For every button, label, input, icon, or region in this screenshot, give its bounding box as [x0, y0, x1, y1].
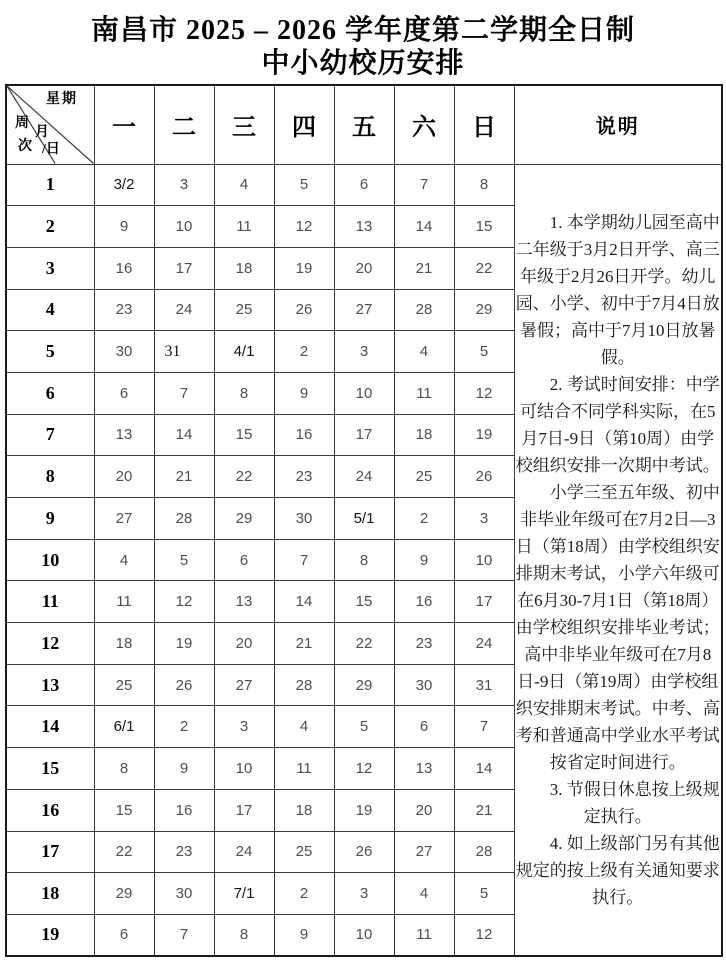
date-cell-week14-day4: 4: [274, 706, 334, 748]
date-cell-week5-day7: 5: [454, 331, 514, 373]
week-number-12: 12: [6, 623, 94, 665]
date-cell-week11-day1: 11: [94, 581, 154, 623]
date-cell-week18-day7: 5: [454, 873, 514, 915]
date-cell-week14-day1: 6/1: [94, 706, 154, 748]
date-cell-week12-day7: 24: [454, 623, 514, 665]
date-cell-week12-day4: 21: [274, 623, 334, 665]
date-cell-week11-day3: 13: [214, 581, 274, 623]
date-cell-week19-day3: 8: [214, 914, 274, 956]
date-cell-week11-day5: 15: [334, 581, 394, 623]
date-cell-week16-day2: 16: [154, 789, 214, 831]
date-cell-week11-day2: 12: [154, 581, 214, 623]
date-cell-week6-day7: 12: [454, 372, 514, 414]
date-cell-week2-day3: 11: [214, 206, 274, 248]
date-cell-week5-day3: 4/1: [214, 331, 274, 373]
date-cell-week14-day3: 3: [214, 706, 274, 748]
date-cell-week1-day6: 7: [394, 164, 454, 206]
day-header-4: 四: [274, 85, 334, 164]
week-number-8: 8: [6, 456, 94, 498]
notes-paragraph-5: 4. 如上级部门另有其他规定的按上级有关通知要求执行。: [515, 833, 720, 907]
date-cell-week7-day6: 18: [394, 414, 454, 456]
date-cell-week11-day7: 17: [454, 581, 514, 623]
date-cell-week12-day1: 18: [94, 623, 154, 665]
date-cell-week8-day2: 21: [154, 456, 214, 498]
date-cell-week6-day6: 11: [394, 372, 454, 414]
date-cell-week7-day7: 19: [454, 414, 514, 456]
date-cell-week11-day6: 16: [394, 581, 454, 623]
date-cell-week11-day4: 14: [274, 581, 334, 623]
date-cell-week9-day2: 28: [154, 498, 214, 540]
date-cell-week17-day2: 23: [154, 831, 214, 873]
week-number-9: 9: [6, 498, 94, 540]
date-cell-week1-day2: 3: [154, 164, 214, 206]
date-cell-week7-day3: 15: [214, 414, 274, 456]
notes-cell: [514, 164, 722, 956]
date-cell-week2-day5: 13: [334, 206, 394, 248]
date-cell-week8-day5: 24: [334, 456, 394, 498]
date-cell-week18-day6: 4: [394, 873, 454, 915]
week-number-3: 3: [6, 247, 94, 289]
page-title-line2: 中小幼校历安排: [261, 48, 465, 79]
date-cell-week10-day2: 5: [154, 539, 214, 581]
week-number-4: 4: [6, 289, 94, 331]
week-number-5: 5: [6, 331, 94, 373]
date-cell-week5-day4: 2: [274, 331, 334, 373]
date-cell-week1-day1: 3/2: [94, 164, 154, 206]
date-cell-week15-day5: 12: [334, 748, 394, 790]
date-cell-week13-day2: 26: [154, 664, 214, 706]
week-number-7: 7: [6, 414, 94, 456]
date-cell-week4-day1: 23: [94, 289, 154, 331]
date-cell-week9-day3: 29: [214, 498, 274, 540]
date-cell-week14-day6: 6: [394, 706, 454, 748]
date-cell-week6-day1: 6: [94, 372, 154, 414]
date-cell-week3-day7: 22: [454, 247, 514, 289]
date-cell-week6-day3: 8: [214, 372, 274, 414]
date-cell-week15-day6: 13: [394, 748, 454, 790]
date-cell-week18-day1: 29: [94, 873, 154, 915]
week-number-2: 2: [6, 206, 94, 248]
week-number-19: 19: [6, 914, 94, 956]
date-cell-week10-day3: 6: [214, 539, 274, 581]
date-cell-week16-day7: 21: [454, 789, 514, 831]
corner-label-week-bottom: 次: [18, 139, 32, 154]
date-cell-week6-day4: 9: [274, 372, 334, 414]
date-cell-week3-day2: 17: [154, 247, 214, 289]
date-cell-week14-day5: 5: [334, 706, 394, 748]
week-number-13: 13: [6, 664, 94, 706]
date-cell-week13-day6: 30: [394, 664, 454, 706]
date-cell-week3-day4: 19: [274, 247, 334, 289]
week-number-14: 14: [6, 706, 94, 748]
date-cell-week1-day7: 8: [454, 164, 514, 206]
date-cell-week13-day3: 27: [214, 664, 274, 706]
date-cell-week14-day2: 2: [154, 706, 214, 748]
date-cell-week3-day6: 21: [394, 247, 454, 289]
date-cell-week12-day6: 23: [394, 623, 454, 665]
date-cell-week4-day5: 27: [334, 289, 394, 331]
date-cell-week13-day7: 31: [454, 664, 514, 706]
week-number-15: 15: [6, 748, 94, 790]
date-cell-week2-day4: 12: [274, 206, 334, 248]
date-cell-week19-day6: 11: [394, 914, 454, 956]
notes-column-header: 说明: [514, 85, 722, 164]
week-number-1: 1: [6, 164, 94, 206]
date-cell-week6-day5: 10: [334, 372, 394, 414]
date-cell-week12-day5: 22: [334, 623, 394, 665]
date-cell-week5-day1: 30: [94, 331, 154, 373]
corner-label-month: 月: [35, 125, 49, 140]
date-cell-week16-day3: 17: [214, 789, 274, 831]
date-cell-week5-day2: 31: [154, 331, 214, 373]
date-cell-week9-day1: 27: [94, 498, 154, 540]
notes-paragraph-2: 2. 考试时间安排：中学可结合不同学科实际，在5月7日-9日（第10周）由学校组织安排一次期中考试。: [515, 374, 720, 475]
week-number-6: 6: [6, 372, 94, 414]
date-cell-week19-day7: 12: [454, 914, 514, 956]
date-cell-week14-day7: 7: [454, 706, 514, 748]
date-cell-week10-day7: 10: [454, 539, 514, 581]
date-cell-week5-day5: 3: [334, 331, 394, 373]
date-cell-week16-day5: 19: [334, 789, 394, 831]
date-cell-week5-day6: 4: [394, 331, 454, 373]
notes-paragraph-1: 1. 本学期幼儿园至高中二年级于3月2日开学、高三年级于2月26日开学。幼儿园、小学、初中于7月4日放暑假；高中于7月10日放暑假。: [515, 212, 720, 367]
date-cell-week3-day1: 16: [94, 247, 154, 289]
date-cell-week10-day4: 7: [274, 539, 334, 581]
date-cell-week6-day2: 7: [154, 372, 214, 414]
date-cell-week13-day4: 28: [274, 664, 334, 706]
date-cell-week17-day7: 28: [454, 831, 514, 873]
date-cell-week15-day2: 9: [154, 748, 214, 790]
table-header-row: [6, 85, 722, 164]
date-cell-week4-day2: 24: [154, 289, 214, 331]
date-cell-week8-day4: 23: [274, 456, 334, 498]
date-cell-week8-day3: 22: [214, 456, 274, 498]
date-cell-week18-day2: 30: [154, 873, 214, 915]
date-cell-week16-day4: 18: [274, 789, 334, 831]
date-cell-week13-day5: 29: [334, 664, 394, 706]
date-cell-week3-day5: 20: [334, 247, 394, 289]
day-header-2: 二: [154, 85, 214, 164]
date-cell-week12-day3: 20: [214, 623, 274, 665]
week-row-1: [6, 164, 722, 206]
week-number-10: 10: [6, 539, 94, 581]
date-cell-week15-day4: 11: [274, 748, 334, 790]
corner-label-weekday: 星期: [46, 92, 78, 107]
date-cell-week1-day4: 5: [274, 164, 334, 206]
date-cell-week7-day1: 13: [94, 414, 154, 456]
diagonal-corner-cell: [6, 85, 94, 164]
date-cell-week16-day1: 15: [94, 789, 154, 831]
page-title-line1: 南昌市 2025 – 2026 学年度第二学期全日制: [90, 15, 635, 46]
corner-label-day: /日: [42, 142, 60, 157]
date-cell-week16-day6: 20: [394, 789, 454, 831]
date-cell-week10-day6: 9: [394, 539, 454, 581]
date-cell-week7-day5: 17: [334, 414, 394, 456]
date-cell-week8-day1: 20: [94, 456, 154, 498]
date-cell-week18-day5: 3: [334, 873, 394, 915]
date-cell-week12-day2: 19: [154, 623, 214, 665]
date-cell-week2-day2: 10: [154, 206, 214, 248]
school-calendar-table: [5, 84, 723, 957]
date-cell-week8-day7: 26: [454, 456, 514, 498]
page-title: [0, 0, 726, 80]
notes-paragraph-4: 3. 节假日休息按上级规定执行。: [549, 779, 720, 826]
date-cell-week1-day3: 4: [214, 164, 274, 206]
date-cell-week15-day3: 10: [214, 748, 274, 790]
date-cell-week10-day1: 4: [94, 539, 154, 581]
week-number-17: 17: [6, 831, 94, 873]
date-cell-week15-day1: 8: [94, 748, 154, 790]
date-cell-week9-day7: 3: [454, 498, 514, 540]
date-cell-week10-day5: 8: [334, 539, 394, 581]
date-cell-week8-day6: 25: [394, 456, 454, 498]
date-cell-week9-day6: 2: [394, 498, 454, 540]
date-cell-week15-day7: 14: [454, 748, 514, 790]
notes-paragraph-3: 小学三至五年级、初中非毕业年级可在7月2日—3日（第18周）由学校组织安排期末考试，小学六年级可在6月30-7月1日（第18周）由学校组织安排毕业考试；高中非毕业年级可在7月8日-9日（第19周）由学校组织安排期末考试。中考、高考和普通高中学业水平考试按省定时间进行。: [515, 482, 720, 772]
date-cell-week17-day1: 22: [94, 831, 154, 873]
date-cell-week9-day5: 5/1: [334, 498, 394, 540]
day-header-6: 六: [394, 85, 454, 164]
day-header-3: 三: [214, 85, 274, 164]
date-cell-week17-day4: 25: [274, 831, 334, 873]
date-cell-week18-day4: 2: [274, 873, 334, 915]
date-cell-week19-day1: 6: [94, 914, 154, 956]
date-cell-week4-day4: 26: [274, 289, 334, 331]
date-cell-week4-day6: 28: [394, 289, 454, 331]
day-header-5: 五: [334, 85, 394, 164]
date-cell-week17-day6: 27: [394, 831, 454, 873]
week-number-11: 11: [6, 581, 94, 623]
date-cell-week19-day4: 9: [274, 914, 334, 956]
date-cell-week7-day2: 14: [154, 414, 214, 456]
date-cell-week2-day7: 15: [454, 206, 514, 248]
date-cell-week4-day3: 25: [214, 289, 274, 331]
date-cell-week17-day5: 26: [334, 831, 394, 873]
date-cell-week19-day5: 10: [334, 914, 394, 956]
date-cell-week19-day2: 7: [154, 914, 214, 956]
date-cell-week2-day6: 14: [394, 206, 454, 248]
date-cell-week4-day7: 29: [454, 289, 514, 331]
date-cell-week7-day4: 16: [274, 414, 334, 456]
day-header-7: 日: [454, 85, 514, 164]
week-number-16: 16: [6, 789, 94, 831]
week-number-18: 18: [6, 873, 94, 915]
date-cell-week9-day4: 30: [274, 498, 334, 540]
day-header-1: 一: [94, 85, 154, 164]
date-cell-week3-day3: 18: [214, 247, 274, 289]
date-cell-week13-day1: 25: [94, 664, 154, 706]
date-cell-week1-day5: 6: [334, 164, 394, 206]
date-cell-week2-day1: 9: [94, 206, 154, 248]
date-cell-week17-day3: 24: [214, 831, 274, 873]
date-cell-week18-day3: 7/1: [214, 873, 274, 915]
corner-label-week-top: 周: [15, 116, 29, 131]
